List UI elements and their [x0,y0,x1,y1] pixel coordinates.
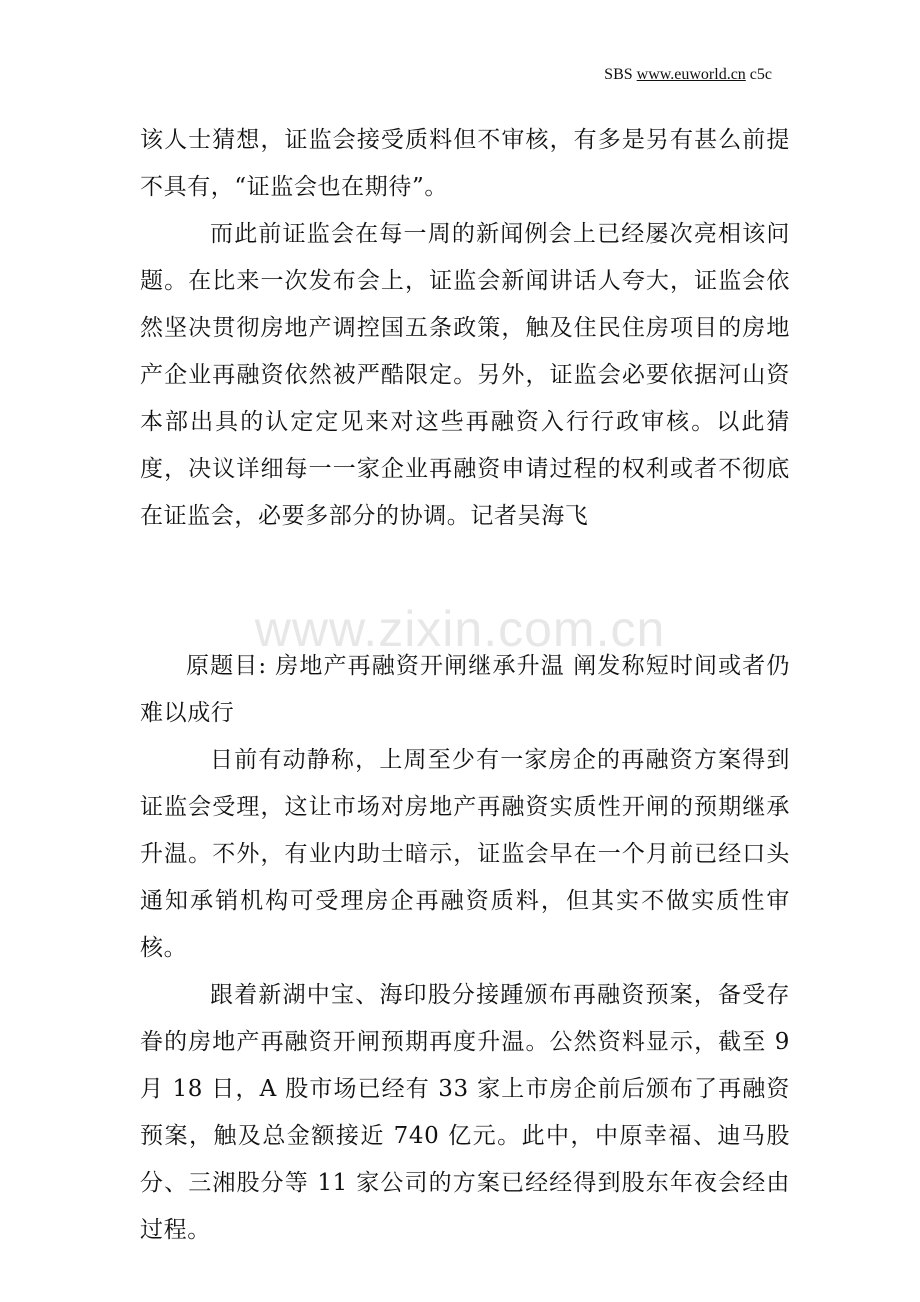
paragraph-2: 而此前证监会在每一周的新闻例会上已经屡次亮相该问题。在比来一次发布会上，证监会新闻讲话人夸大，证监会依然坚决贯彻房地产调控国五条政策，触及住民住房项目的房地产企业再融资依然被严酷限定。另外，证监会必要依据河山资本部出具的认定定见来对这些再融资入行行政审核。以此猜度，决议详细每一一家企业再融资申请过程的权利或者不彻底在证监会，必要多部分的协调。记者吴海飞 [140,221,790,529]
original-title: 原题目: 房地产再融资开闸继承升温 阐发称短时间或者仍难以成行 [140,653,790,726]
page-header [604,66,772,84]
header-suffix: c5c [749,66,772,83]
paragraph-1: 该人士猜想，证监会接受质料但不审核，有多是另有甚么前提不具有，“证监会也在期待”。 [140,127,790,200]
paragraph-3: 日前有动静称，上周至少有一家房企的再融资方案得到证监会受理，这让市场对房地产再融资实质性开闸的预期继承升温。不外，有业内助士暗示，证监会早在一个月前已经口头通知承销机构可受理房企再融资质料，但其实不做实质性审核。 [140,747,790,961]
watermark: www.zixin.com.cn [254,601,666,657]
section-gap [140,540,790,643]
paragraph-4: 跟着新湖中宝、海印股分接踵颁布再融资预案，备受存眷的房地产再融资开闸预期再度升温。公然资料显示，截至 9 月 18 日，A 股市场已经有 33 家上市房企前后颁布了再融资预案，触及总金额接近 740 亿元。此中，中原幸福、迪马股分、三湘股分等 11 家公司的方案已经经得到股东年夜会经由过程。 [140,982,790,1243]
header-prefix: SBS [604,66,633,83]
article-body [140,117,790,1254]
header-url-link[interactable]: www.euworld.cn [636,66,746,83]
